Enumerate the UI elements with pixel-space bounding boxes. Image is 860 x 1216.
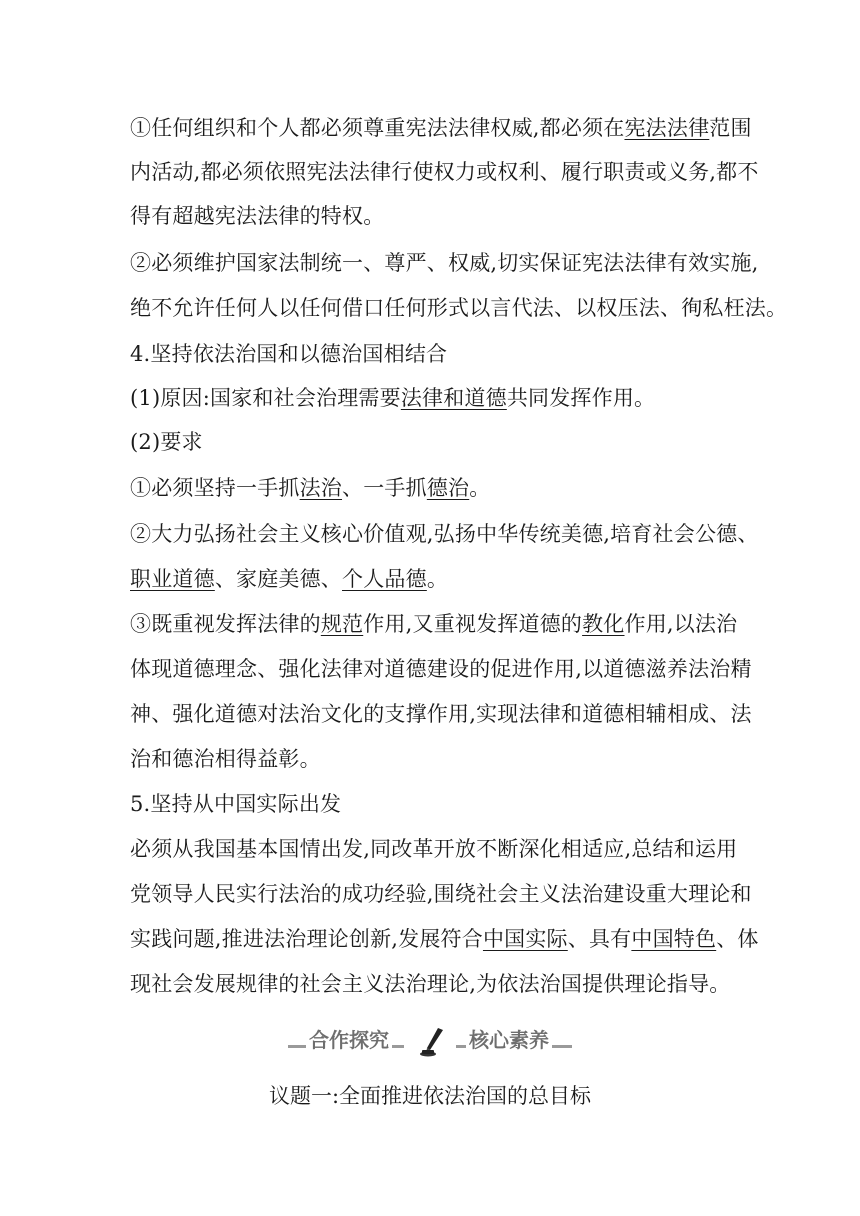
text-run: 范围 [709,116,752,140]
text-run: 、体 [716,927,759,951]
text-run: 作用,又重视发挥道德的 [363,612,583,636]
paragraph-line [130,474,490,502]
text-run: ①必须坚持一手抓 [130,476,300,500]
paragraph-line: 党领导人民实行法治的成功经验,围绕社会主义法治建设重大理论和 [130,882,752,906]
paragraph-line [130,565,448,593]
text-run: (1)原因:国家和社会治理需要 [130,386,401,410]
paragraph-line: 绝不允许任何人以任何借口任何形式以言代法、以权压法、徇私枉法。 [130,296,788,320]
text-run: 、具有 [567,927,632,951]
text-run: ①任何组织和个人都必须尊重宪法法律权威,都必须在 [130,116,625,140]
paragraph-line [130,925,759,953]
paragraph-line [130,114,752,142]
underlined-term: 法律和道德 [400,386,507,410]
underlined-term: 宪法法律 [624,116,710,140]
paragraph-line: 现社会发展规律的社会主义法治理论,为依法治国提供理论指导。 [130,972,731,996]
text-run: 。 [426,567,449,591]
text-run: 、家庭美德、 [214,567,343,591]
underlined-term: 法治 [299,476,343,500]
paragraph-line: 治和德治相得益彰。 [130,747,321,771]
paragraph-line: ②大力弘扬社会主义核心价值观,弘扬中华传统美德,培育社会公德、 [130,522,759,546]
underlined-term: 中国实际 [482,927,568,951]
underlined-term: 规范 [320,612,364,636]
paragraph-line: 内活动,都必须依照宪法法律行使权力或权利、履行职责或义务,都不 [130,160,759,184]
text-run: 、一手抓 [342,476,427,500]
text-run: 实践问题,推进法治理论创新,发展符合 [130,927,483,951]
paragraph-line: 神、强化道德对法治文化的支撑作用,实现法律和道德相辅相成、法 [130,702,752,726]
paragraph-line [130,384,655,412]
subsection-heading: (2)要求 [130,430,203,454]
paragraph-line: 必须从我国基本国情出发,同改革开放不断深化相适应,总结和运用 [130,837,738,861]
paragraph-line [130,610,737,638]
ink-pen-icon [418,1026,446,1058]
section-heading: 5.坚持从中国实际出发 [130,792,342,816]
underlined-term: 德治 [426,476,470,500]
paragraph-line: 得有超越宪法法律的特权。 [130,204,385,228]
underlined-term: 职业道德 [130,567,215,591]
underlined-term: 教化 [582,612,625,636]
banner-left-text: 合作探究 [306,1026,392,1054]
paragraph-line: ②必须维护国家法制统一、尊严、权威,切实保证宪法法律有效实施, [130,251,759,275]
paragraph-line: 体现道德理念、强化法律对道德建设的促进作用,以道德滋养法治精 [130,657,752,681]
section-banner [288,1026,572,1058]
text-run: 。 [469,476,491,500]
underlined-term: 个人品德 [342,567,427,591]
text-run: 共同发挥作用。 [506,386,656,410]
topic-title: 议题一:全面推进依法治国的总目标 [268,1084,592,1108]
section-heading: 4.坚持依法治国和以德治国相结合 [130,342,448,366]
underlined-term: 中国特色 [631,927,717,951]
banner-right-text: 核心素养 [466,1026,552,1054]
text-run: 作用,以法治 [624,612,738,636]
text-run: ③既重视发挥法律的 [130,612,321,636]
